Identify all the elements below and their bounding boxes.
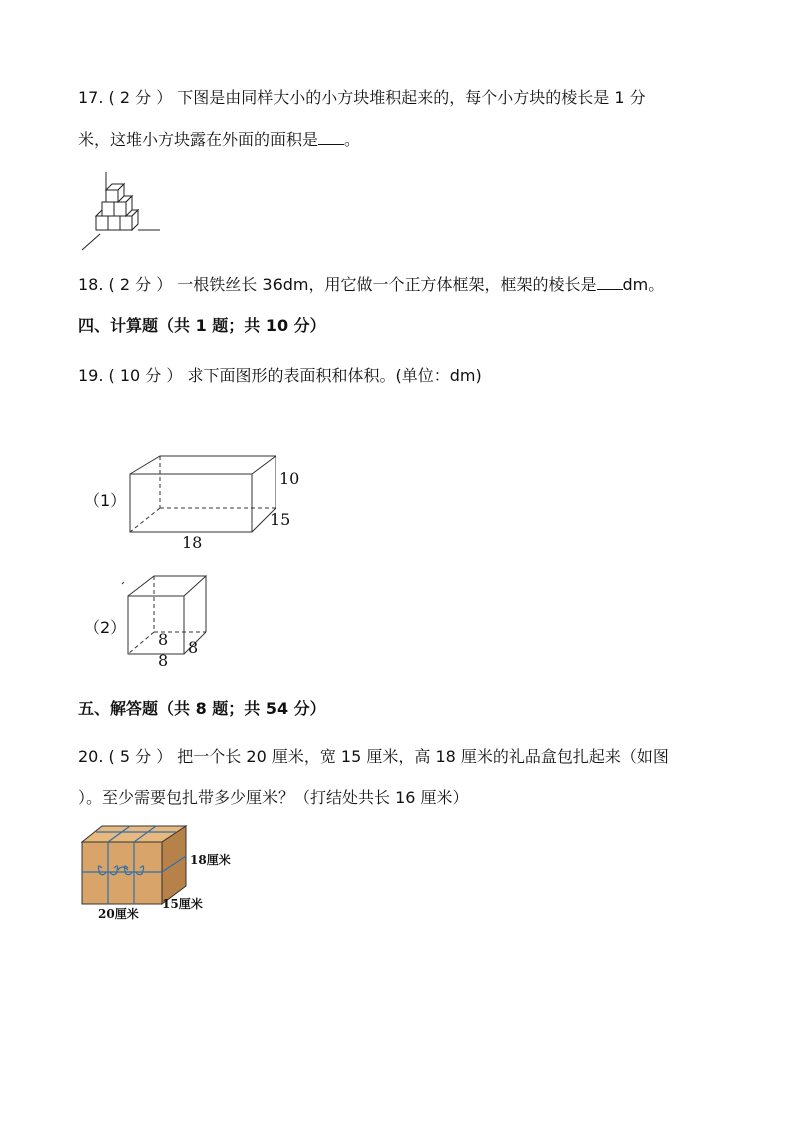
q20-line2: ）。至少需要包扎带多少厘米？（打结处共长 16 厘米） [78, 788, 469, 807]
q17-cube-stack-figure [78, 168, 168, 254]
q19-fig2-depth-label: 8 [188, 638, 199, 657]
q19-fig2-label: （2） [84, 618, 127, 637]
q17-answer-blank [318, 130, 344, 145]
q18-answer-blank [597, 275, 623, 290]
q20-line1: 20. ( 5 分 ） 把一个长 20 厘米，宽 15 厘米，高 18 厘米的礼品盒包扎起来（如图 [78, 747, 669, 766]
section4-title: 四、计算题（共 1 题；共 10 分） [78, 316, 326, 335]
q19-fig1-length-label: 18 [182, 533, 203, 552]
q17-line2 [78, 128, 360, 152]
q19-fig1-height-label: 10 [279, 469, 300, 488]
q19-fig1-label: （1） [84, 491, 127, 510]
q20-box-length-label: 20厘米 [98, 907, 139, 921]
q18-unit: dm。 [622, 275, 665, 294]
q19-fig1-width-label: 15 [270, 510, 291, 529]
q19-fig2-inner-edge-label: 8 [158, 630, 169, 649]
q18-line [78, 273, 664, 297]
section5-title: 五、解答题（共 8 题；共 54 分） [78, 699, 326, 718]
q17-line2-end: 。 [344, 130, 361, 149]
q19-fig2-length-label: 8 [158, 651, 169, 670]
q19-text: 19. ( 10 分 ） 求下面图形的表面积和体积。(单位：dm) [78, 366, 482, 385]
q17-line1: 17. ( 2 分 ） 下图是由同样大小的小方块堆积起来的，每个小方块的棱长是 1 分 [78, 88, 646, 107]
q20-box-width-label: 15厘米 [162, 897, 203, 911]
q17-line2-text: 米，这堆小方块露在外面的面积是 [78, 130, 319, 149]
q20-box-height-label: 18厘米 [190, 853, 231, 867]
q18-text: 18. ( 2 分 ） 一根铁丝长 36dm，用它做一个正方体框架，框架的棱长是 [78, 275, 597, 294]
q19-cuboid-figure [126, 452, 276, 536]
